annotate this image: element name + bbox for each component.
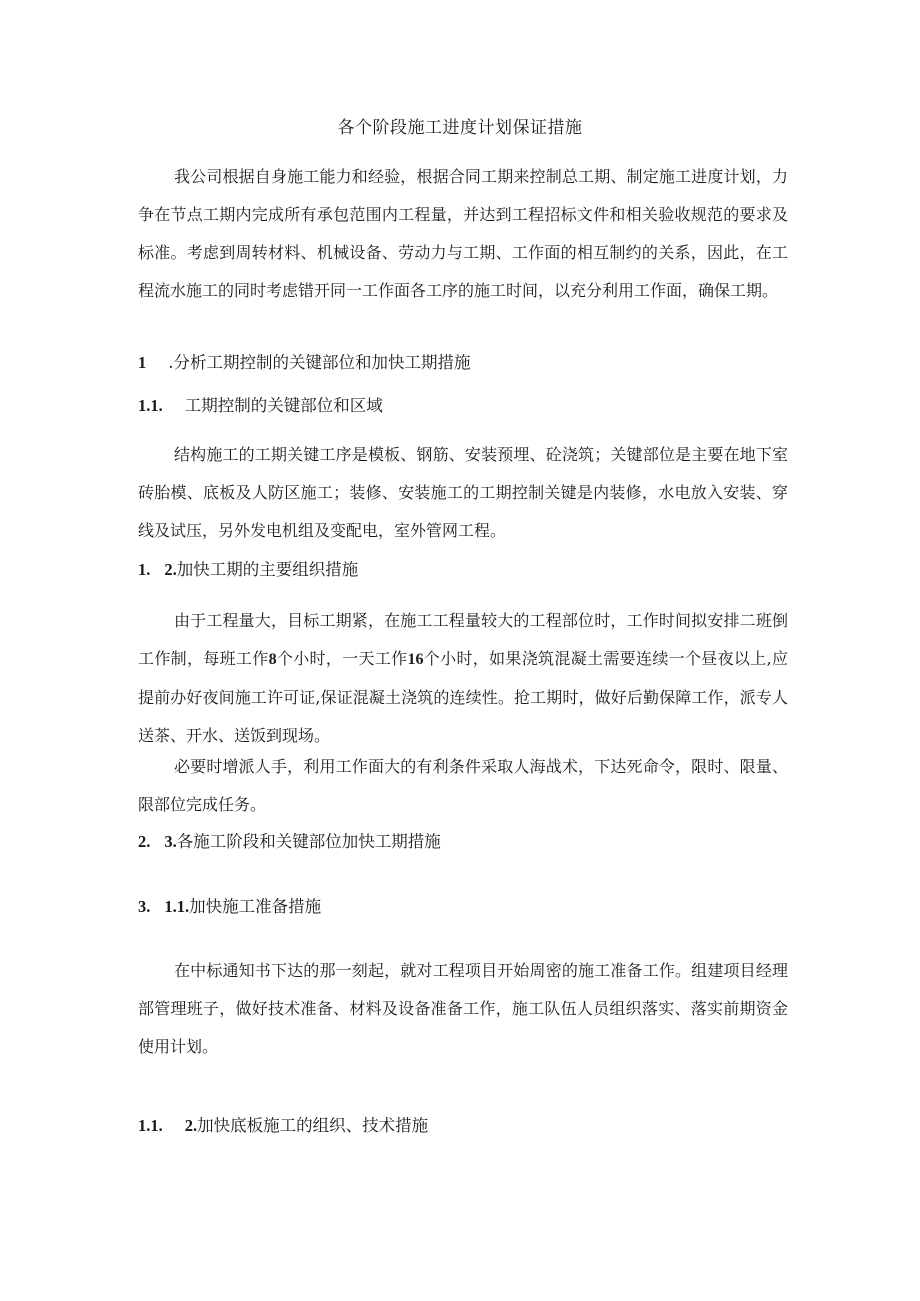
section-heading-1 [138, 350, 788, 376]
section-heading-2 [138, 829, 788, 855]
organization-paragraph: 由于工程量大，目标工期紧，在施工工程量较大的工程部位时，工作时间拟安排二班倒工作制，每班工作8个小时，一天工作16个小时，如果浇筑混凝土需要连续一个昼夜以上,应提前办好夜间施工许可证,保证混凝土浇筑的连续性。抢工期时，做好后勤保障工作，派专人送茶、开水、送饭到现场。 [138, 611, 788, 745]
section-subnumber: 2. [184, 1116, 198, 1135]
section-number: 1.1. [138, 1116, 163, 1135]
section-subnumber: 2. [164, 560, 177, 579]
document-title: 各个阶段施工进度计划保证措施 [337, 118, 583, 138]
section-title: 各施工阶段和关键部位加快工期措施 [176, 832, 441, 851]
hours-per-shift: 8 [268, 651, 277, 668]
section-heading-1-2 [138, 557, 788, 583]
section-title: 加快底板施工的组织、技术措施 [197, 1116, 429, 1135]
section-title: 加快施工准备措施 [189, 897, 322, 916]
hours-per-day: 16 [407, 651, 424, 668]
section-heading-1-1 [138, 393, 788, 419]
manpower-paragraph: 必要时增派人手，利用工作面大的有利条件采取人海战术，下达死命令，限时、限量、限部位完成任务。 [138, 757, 788, 814]
intro-paragraph: 我公司根据自身施工能力和经验，根据合同工期来控制总工期、制定施工进度计划，力争在节点工期内完成所有承包范围内工程量，并达到工程招标文件和相关验收规范的要求及标准。考虑到周转材料、机械设备、劳动力与工期、工作面的相互制约的关系，因此，在工程流水施工的同时考虑错开同一工作面各工序的施工时间，以充分利用工作面，确保工期。 [138, 167, 788, 300]
section-title: 加快工期的主要组织措施 [176, 560, 359, 579]
section-heading-4 [138, 1113, 788, 1139]
section-title: 工期控制的关键部位和区域 [184, 396, 383, 415]
section-number: 1. [138, 560, 151, 579]
section-subnumber: 1.1. [164, 897, 190, 916]
section-number: 2. [138, 832, 151, 851]
section-number: 3. [138, 897, 151, 916]
preparation-paragraph: 在中标通知书下达的那一刻起，就对工程项目开始周密的施工准备工作。组建项目经理部管理班子，做好技术准备、材料及设备准备工作，施工队伍人员组织落实、落实前期资金使用计划。 [138, 961, 788, 1056]
section-heading-3 [138, 894, 788, 920]
section-number: 1.1. [138, 396, 163, 415]
section-title: .分析工期控制的关键部位和加快工期措施 [168, 353, 471, 372]
section-number: 1 [138, 353, 147, 372]
section-subnumber: 3. [164, 832, 177, 851]
key-parts-paragraph: 结构施工的工期关键工序是模板、钢筋、安装预埋、砼浇筑；关键部位是主要在地下室砖胎模、底板及人防区施工；装修、安装施工的工期控制关键是内装修，水电放入安装、穿线及试压，另外发电机组及变配电，室外管网工程。 [138, 445, 788, 540]
